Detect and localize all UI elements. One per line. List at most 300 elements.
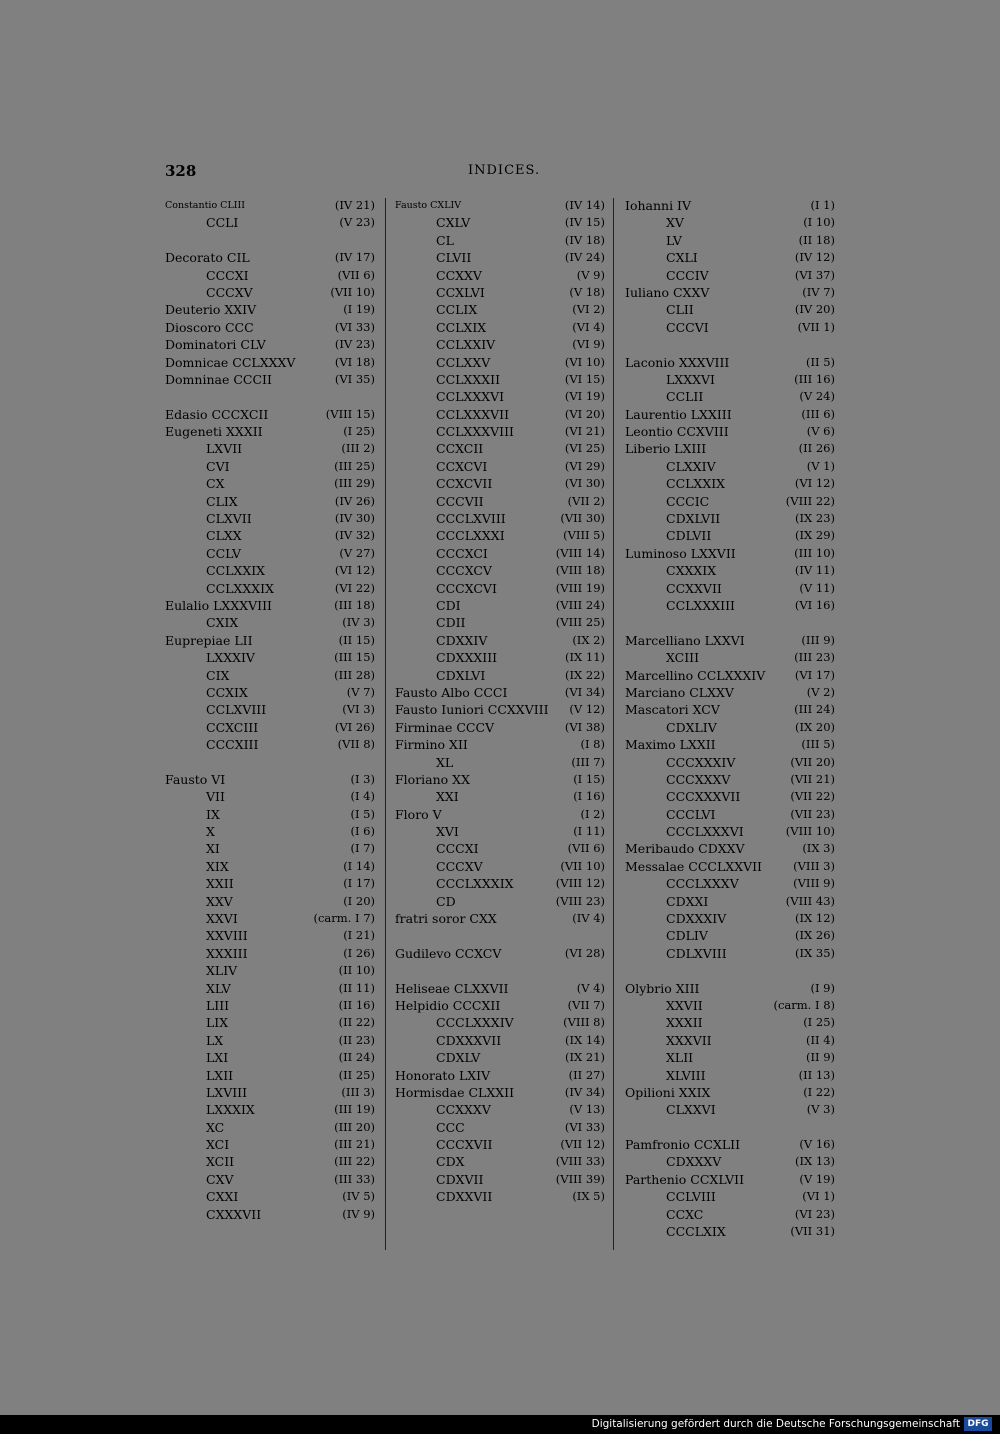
entry-name: XI	[206, 841, 220, 857]
index-entry	[625, 893, 835, 910]
index-entry	[395, 927, 605, 944]
index-entry	[395, 336, 605, 353]
entry-name: CCLI	[206, 215, 239, 231]
entry-reference: (VII 1)	[797, 319, 835, 334]
entry-name: CDXXXV	[666, 1154, 722, 1170]
entry-name: CDXLV	[436, 1050, 481, 1066]
entry-reference: (IV 3)	[342, 615, 375, 630]
entry-reference: (III 24)	[794, 702, 835, 717]
index-entry	[165, 875, 375, 892]
index-entry	[165, 997, 375, 1014]
entry-name: LIII	[206, 997, 230, 1013]
entry-name: CCCVII	[436, 493, 484, 509]
index-entry	[395, 788, 605, 805]
entry-reference: (I 20)	[343, 893, 375, 908]
index-entry	[165, 597, 375, 614]
index-entry	[625, 597, 835, 614]
index-entry	[625, 980, 835, 997]
entry-name: XLIV	[206, 963, 238, 979]
entry-reference: (VII 12)	[560, 1137, 605, 1152]
index-entry	[165, 440, 375, 457]
entry-reference: (IV 17)	[334, 250, 375, 265]
entry-name: CCCXXXVII	[666, 789, 741, 805]
index-entry	[165, 406, 375, 423]
entry-reference: (VI 33)	[564, 1119, 605, 1134]
index-entry	[395, 1049, 605, 1066]
entry-name: Luminoso LXXVII	[625, 545, 736, 561]
index-entry	[165, 493, 375, 510]
entry-name: LXVIII	[206, 1084, 248, 1100]
entry-reference: (IX 35)	[795, 945, 835, 960]
entry-reference: (V 6)	[806, 424, 835, 439]
entry-name: CCLXXXIX	[206, 580, 274, 596]
entry-reference: (VI 10)	[564, 354, 605, 369]
entry-name: CCCXXXV	[666, 771, 731, 787]
entry-name: CXXXIX	[666, 563, 717, 579]
entry-name: Firminae CCCV	[395, 719, 495, 735]
entry-reference: (VIII 22)	[785, 493, 835, 508]
entry-reference: (IX 29)	[795, 528, 835, 543]
entry-name: CX	[206, 476, 225, 492]
entry-reference: (IV 18)	[564, 232, 605, 247]
entry-name: Honorato LXIV	[395, 1067, 491, 1083]
index-entry	[165, 232, 375, 249]
entry-reference: (II 23)	[338, 1032, 375, 1047]
index-entry	[625, 1206, 835, 1223]
entry-reference: (VII 10)	[330, 284, 375, 299]
entry-reference: (VII 23)	[790, 806, 835, 821]
index-entry	[625, 527, 835, 544]
index-entry	[165, 1171, 375, 1188]
entry-reference: (I 15)	[573, 771, 605, 786]
entry-name: Fausto CXLIV	[395, 200, 462, 211]
entry-name: XXV	[206, 893, 233, 909]
index-entry	[625, 336, 835, 353]
index-entry	[165, 1188, 375, 1205]
index-entry	[625, 614, 835, 631]
entry-name: CDXLIV	[666, 719, 717, 735]
index-entry	[625, 771, 835, 788]
entry-name: CCXIX	[206, 684, 248, 700]
index-entry	[395, 962, 605, 979]
entry-reference: (VII 20)	[790, 754, 835, 769]
index-column	[165, 197, 375, 1223]
index-entry	[395, 719, 605, 736]
index-entry	[165, 667, 375, 684]
entry-name: XCI	[206, 1137, 230, 1153]
entry-name: CD	[436, 893, 456, 909]
entry-reference: (VI 15)	[564, 371, 605, 386]
entry-reference: (IX 11)	[565, 650, 605, 665]
entry-name: Laconio XXXVIII	[625, 354, 730, 370]
entry-name: CCLVIII	[666, 1189, 716, 1205]
entry-reference: (VIII 39)	[555, 1171, 605, 1186]
index-entry	[165, 632, 375, 649]
index-entry	[165, 1119, 375, 1136]
entry-name: CCLXXIX	[206, 563, 266, 579]
index-entry	[395, 1119, 605, 1136]
index-entry	[625, 319, 835, 336]
entry-reference: (V 24)	[799, 389, 835, 404]
entry-name: CXLI	[666, 250, 698, 266]
index-entry	[395, 597, 605, 614]
entry-name: CCLXXXIII	[666, 597, 735, 613]
entry-name: CLXXVI	[666, 1102, 716, 1118]
entry-name: XLVIII	[666, 1067, 706, 1083]
entry-reference: (VIII 23)	[555, 893, 605, 908]
index-entry	[625, 580, 835, 597]
entry-name: LXI	[206, 1050, 229, 1066]
page-number: 328	[165, 162, 197, 180]
entry-reference: (III 20)	[334, 1119, 375, 1134]
entry-reference: (VIII 10)	[785, 824, 835, 839]
entry-reference: (V 23)	[339, 215, 375, 230]
entry-reference: (I 25)	[343, 424, 375, 439]
index-entry	[165, 684, 375, 701]
entry-reference: (IV 9)	[342, 1206, 375, 1221]
entry-name: CCXCVI	[436, 458, 488, 474]
entry-reference: (III 16)	[794, 371, 835, 386]
index-entry	[395, 980, 605, 997]
entry-name: XXXVII	[666, 1032, 712, 1048]
entry-reference: (III 6)	[801, 406, 835, 421]
entry-name: Meribaudo CDXXV	[625, 841, 745, 857]
entry-name: VII	[206, 789, 225, 805]
entry-reference: (VII 10)	[560, 858, 605, 873]
entry-reference: (I 7)	[350, 841, 375, 856]
entry-reference: (IV 14)	[564, 198, 605, 212]
entry-name: XXVII	[666, 997, 703, 1013]
entry-name: Marciano CLXXV	[625, 684, 734, 700]
index-entry	[165, 510, 375, 527]
index-entry	[625, 1032, 835, 1049]
entry-name: CCC	[436, 1119, 465, 1135]
entry-reference: (carm. I 7)	[313, 911, 375, 926]
index-entry	[625, 719, 835, 736]
index-entry	[395, 806, 605, 823]
index-entry	[395, 232, 605, 249]
entry-name: CDXXVII	[436, 1189, 493, 1205]
entry-reference: (V 18)	[569, 284, 605, 299]
entry-name: CCCVI	[666, 319, 709, 335]
entry-reference: (IV 26)	[334, 493, 375, 508]
index-entry	[625, 910, 835, 927]
entry-reference: (VIII 19)	[555, 580, 605, 595]
entry-name: CCLXXXVI	[436, 389, 505, 405]
index-entry	[395, 701, 605, 718]
entry-reference: (VII 21)	[790, 771, 835, 786]
index-entry	[625, 1049, 835, 1066]
entry-name: CDXXXIII	[436, 650, 498, 666]
index-entry	[625, 423, 835, 440]
index-entry	[625, 493, 835, 510]
entry-name: CCLXXXVIII	[436, 424, 514, 440]
entry-name: XC	[206, 1119, 225, 1135]
entry-name: XXI	[436, 789, 459, 805]
entry-reference: (IX 22)	[565, 667, 605, 682]
entry-reference: (IX 20)	[795, 719, 835, 734]
index-entry	[395, 736, 605, 753]
index-entry	[165, 823, 375, 840]
index-entry	[165, 475, 375, 492]
entry-name: Decorato CIL	[165, 250, 250, 266]
entry-name: XCII	[206, 1154, 235, 1170]
entry-name: CDXXIV	[436, 632, 488, 648]
entry-name: CDXXXIV	[666, 911, 727, 927]
index-entry	[625, 684, 835, 701]
entry-name: XXII	[206, 876, 234, 892]
entry-reference: (VI 1)	[802, 1189, 835, 1204]
entry-reference: (IX 26)	[795, 928, 835, 943]
entry-reference: (I 1)	[810, 198, 835, 212]
entry-name: Dioscoro CCC	[165, 319, 254, 335]
entry-name: X	[206, 824, 215, 840]
index-entry	[625, 649, 835, 666]
entry-name: CCCLXXXIV	[436, 1015, 514, 1031]
entry-name: XLII	[666, 1050, 694, 1066]
entry-name: LIX	[206, 1015, 229, 1031]
entry-reference: (VI 35)	[334, 371, 375, 386]
entry-name: CCXXXV	[436, 1102, 491, 1118]
entry-name: CXLV	[436, 215, 471, 231]
entry-name: Domninae CCCII	[165, 371, 272, 387]
entry-reference: (III 3)	[341, 1084, 375, 1099]
index-entry	[395, 649, 605, 666]
entry-name: CLII	[666, 302, 694, 318]
entry-reference: (IX 13)	[795, 1154, 835, 1169]
entry-name: CCCLXIX	[666, 1224, 726, 1240]
entry-name: CL	[436, 232, 454, 248]
entry-reference: (VI 37)	[794, 267, 835, 282]
index-entry	[165, 1084, 375, 1101]
index-entry	[395, 893, 605, 910]
entry-reference: (II 15)	[338, 632, 375, 647]
entry-reference: (III 23)	[794, 650, 835, 665]
entry-reference: (IX 14)	[565, 1032, 605, 1047]
entry-name: XXXII	[666, 1015, 703, 1031]
entry-reference: (VIII 5)	[563, 528, 605, 543]
index-entry	[395, 493, 605, 510]
entry-name: Laurentio LXXIII	[625, 406, 732, 422]
entry-reference: (VI 19)	[564, 389, 605, 404]
entry-reference: (I 14)	[343, 858, 375, 873]
entry-name: CCCIV	[666, 267, 709, 283]
index-entry	[625, 284, 835, 301]
entry-name: CCLXVIII	[206, 702, 267, 718]
entry-name: CCCXCI	[436, 545, 488, 561]
entry-reference: (III 33)	[334, 1171, 375, 1186]
entry-name: CCCXCV	[436, 563, 492, 579]
index-entry	[165, 1206, 375, 1223]
entry-reference: (VI 12)	[794, 476, 835, 491]
entry-name: CCXLVI	[436, 284, 485, 300]
index-entry	[625, 945, 835, 962]
entry-name: LXXXIV	[206, 650, 255, 666]
index-entry	[165, 1032, 375, 1049]
index-entry	[165, 754, 375, 771]
entry-reference: (IV 11)	[794, 563, 835, 578]
index-entry	[395, 527, 605, 544]
entry-name: CCCLXXXIX	[436, 876, 514, 892]
entry-reference: (VII 8)	[337, 737, 375, 752]
index-entry	[395, 354, 605, 371]
entry-name: CLVII	[436, 250, 472, 266]
entry-name: CDXXI	[666, 893, 709, 909]
entry-reference: (III 5)	[801, 737, 835, 752]
entry-reference: (VIII 8)	[563, 1015, 605, 1030]
entry-name: LX	[206, 1032, 224, 1048]
entry-name: Parthenio CCXLVII	[625, 1171, 745, 1187]
entry-reference: (I 8)	[580, 737, 605, 752]
entry-name: Floro V	[395, 806, 442, 822]
entry-reference: (III 22)	[334, 1154, 375, 1169]
entry-name: CCCXI	[436, 841, 479, 857]
footer-bar	[0, 1415, 1000, 1434]
entry-name: XL	[436, 754, 454, 770]
entry-name: Opilioni XXIX	[625, 1084, 711, 1100]
entry-reference: (II 26)	[798, 441, 835, 456]
entry-reference: (III 9)	[801, 632, 835, 647]
entry-reference: (III 7)	[571, 754, 605, 769]
index-entry	[395, 667, 605, 684]
entry-reference: (I 3)	[350, 771, 375, 786]
entry-name: CCCXI	[206, 267, 249, 283]
entry-reference: (I 25)	[803, 1015, 835, 1030]
entry-name: Mascatori XCV	[625, 702, 720, 718]
entry-name: CXXXVII	[206, 1206, 262, 1222]
entry-name: Iuliano CXXV	[625, 284, 710, 300]
entry-reference: (I 11)	[573, 824, 605, 839]
index-entry	[395, 684, 605, 701]
index-entry	[625, 371, 835, 388]
index-entry	[165, 771, 375, 788]
index-entry	[165, 545, 375, 562]
entry-name: CCLXXIX	[666, 476, 726, 492]
entry-name: CCXCVII	[436, 476, 493, 492]
entry-reference: (I 6)	[350, 824, 375, 839]
entry-reference: (VII 6)	[567, 841, 605, 856]
entry-reference: (VIII 18)	[555, 563, 605, 578]
entry-reference: (VII 2)	[567, 493, 605, 508]
entry-reference: (III 2)	[341, 441, 375, 456]
entry-reference: (IV 24)	[564, 250, 605, 265]
entry-reference: (II 22)	[338, 1015, 375, 1030]
entry-reference: (VIII 12)	[555, 876, 605, 891]
entry-name: CCCXV	[206, 284, 253, 300]
index-entry	[395, 945, 605, 962]
entry-name: Eulalio LXXXVIII	[165, 597, 272, 613]
entry-name: Fausto VI	[165, 771, 226, 787]
index-entry	[625, 249, 835, 266]
entry-reference: (VIII 24)	[555, 597, 605, 612]
entry-reference: (IV 12)	[794, 250, 835, 265]
index-entry	[625, 754, 835, 771]
entry-reference: (I 9)	[810, 980, 835, 995]
index-entry	[395, 580, 605, 597]
index-entry	[165, 736, 375, 753]
entry-name: Gudilevo CCXCV	[395, 945, 502, 961]
index-entry	[625, 667, 835, 684]
entry-reference: (VI 17)	[794, 667, 835, 682]
entry-name: XLV	[206, 980, 231, 996]
index-entry	[625, 232, 835, 249]
entry-name: CCCLXXXI	[436, 528, 505, 544]
entry-name: Floriano XX	[395, 771, 470, 787]
entry-reference: (III 21)	[334, 1137, 375, 1152]
entry-reference: (V 16)	[799, 1137, 835, 1152]
entry-reference: (IV 34)	[564, 1084, 605, 1099]
entry-name: XV	[666, 215, 684, 231]
entry-name: CDLXVIII	[666, 945, 727, 961]
index-entry	[165, 214, 375, 231]
entry-reference: (III 15)	[334, 650, 375, 665]
index-entry	[625, 997, 835, 1014]
index-entry	[165, 388, 375, 405]
index-entry	[165, 354, 375, 371]
index-entry	[395, 406, 605, 423]
index-entry	[395, 1171, 605, 1188]
index-entry	[165, 980, 375, 997]
entry-reference: (II 16)	[338, 997, 375, 1012]
entry-reference: (I 26)	[343, 945, 375, 960]
entry-name: CCXXVII	[666, 580, 722, 596]
entry-name: Eugeneti XXXII	[165, 424, 263, 440]
entry-reference: (IX 21)	[565, 1050, 605, 1065]
index-entry	[625, 840, 835, 857]
index-entry	[625, 406, 835, 423]
entry-name: XIX	[206, 858, 229, 874]
entry-reference: (IX 5)	[572, 1189, 605, 1204]
entry-reference: (IX 2)	[572, 632, 605, 647]
index-entry	[165, 806, 375, 823]
entry-name: CXV	[206, 1171, 234, 1187]
index-entry	[165, 1014, 375, 1031]
entry-name: Fausto Albo CCCI	[395, 684, 508, 700]
entry-name: Marcelliano LXXVI	[625, 632, 745, 648]
entry-name: CCXC	[666, 1206, 704, 1222]
column-rule	[385, 198, 386, 1250]
entry-reference: (IV 4)	[572, 911, 605, 926]
index-entry	[395, 1136, 605, 1153]
entry-name: CCCXCVI	[436, 580, 497, 596]
entry-name: CDLIV	[666, 928, 708, 944]
entry-name: IX	[206, 806, 220, 822]
entry-reference: (VI 4)	[572, 319, 605, 334]
entry-name: CXIX	[206, 615, 239, 631]
index-entry	[165, 580, 375, 597]
index-entry	[625, 301, 835, 318]
index-entry	[395, 840, 605, 857]
index-entry	[395, 319, 605, 336]
index-entry	[395, 545, 605, 562]
index-entry	[395, 371, 605, 388]
entry-name: CIX	[206, 667, 230, 683]
entry-name: Euprepiae LII	[165, 632, 253, 648]
index-entry	[165, 1136, 375, 1153]
entry-name: Hormisdae CLXXII	[395, 1084, 515, 1100]
entry-reference: (carm. I 8)	[773, 997, 835, 1012]
index-entry	[625, 1223, 835, 1240]
entry-reference: (VI 28)	[564, 945, 605, 960]
entry-name: LXII	[206, 1067, 234, 1083]
entry-reference: (VII 7)	[567, 997, 605, 1012]
entry-name: LV	[666, 232, 682, 248]
index-entry	[395, 614, 605, 631]
entry-name: Iohanni IV	[625, 198, 692, 213]
entry-reference: (I 22)	[803, 1084, 835, 1099]
entry-name: CDXLVII	[666, 511, 721, 527]
entry-name: CDX	[436, 1154, 465, 1170]
